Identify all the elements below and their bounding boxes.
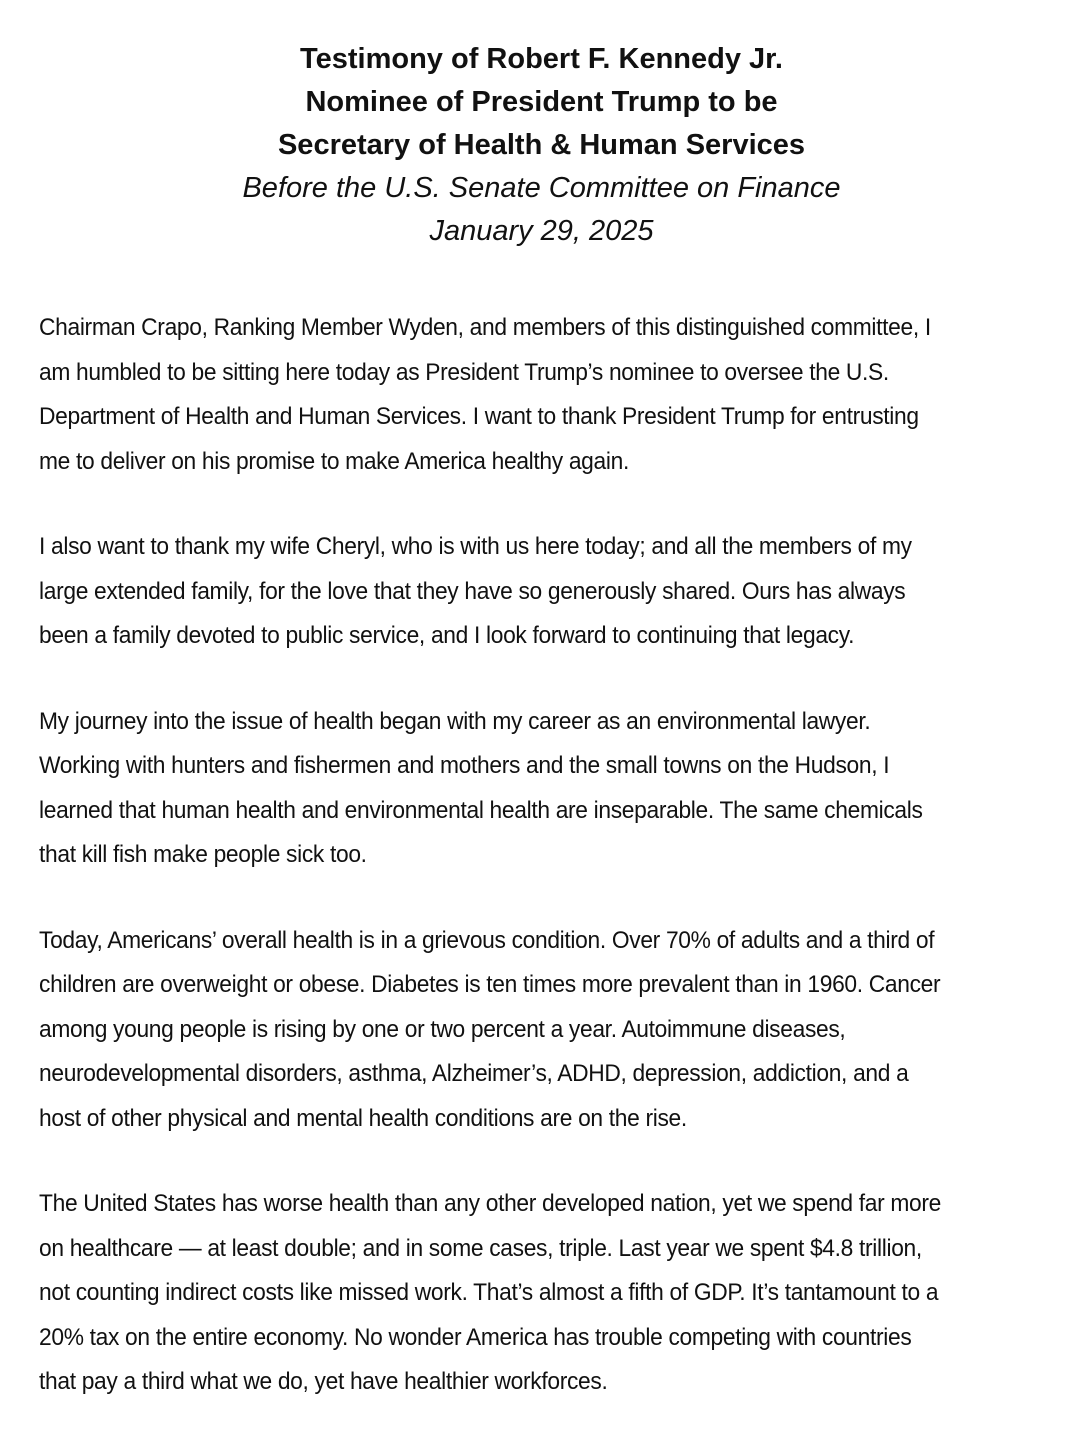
paragraph-line: host of other physical and mental health conditions are on the rise. bbox=[39, 1104, 687, 1132]
paragraph-line: on healthcare — at least double; and in some cases, triple. Last year we spent $4.8 trillion, bbox=[39, 1234, 922, 1262]
title-line-3: Secretary of Health & Human Services bbox=[277, 129, 806, 161]
paragraph-line: not counting indirect costs like missed work. That’s almost a fifth of GDP. It’s tantamount to a bbox=[39, 1279, 939, 1306]
paragraph-2 bbox=[39, 525, 1049, 659]
paragraph-line: me to deliver on his promise to make America healthy again. bbox=[39, 447, 629, 475]
paragraph-line: Today, Americans’ overall health is in a grievous condition. Over 70% of adults and a third of bbox=[39, 926, 935, 954]
paragraph-line: been a family devoted to public service, and I look forward to continuing that legacy. bbox=[39, 622, 855, 649]
date: January 29, 2025 bbox=[429, 215, 654, 247]
paragraph-line: Working with hunters and fishermen and mothers and the small towns on the Hudson, I bbox=[39, 752, 890, 779]
paragraph-5 bbox=[39, 1182, 1049, 1405]
paragraph-line: children are overweight or obese. Diabetes is ten times more prevalent than in 1960. Cancer bbox=[39, 971, 941, 998]
paragraph-line: among young people is rising by one or two percent a year. Autoimmune diseases, bbox=[39, 1015, 846, 1043]
paragraph-1 bbox=[39, 306, 1049, 484]
subtitle: Before the U.S. Senate Committee on Finance bbox=[242, 172, 841, 204]
paragraph-line: The United States has worse health than any other developed nation, yet we spend far more bbox=[39, 1190, 941, 1217]
paragraph-line: large extended family, for the love that they have so generously shared. Ours has always bbox=[39, 577, 906, 605]
paragraph-line: that kill fish make people sick too. bbox=[39, 841, 367, 868]
paragraph-line: that pay a third what we do, yet have healthier workforces. bbox=[39, 1368, 608, 1395]
document-header bbox=[0, 38, 1083, 253]
paragraph-4 bbox=[39, 919, 1049, 1142]
paragraph-line: Chairman Crapo, Ranking Member Wyden, and members of this distinguished committee, I bbox=[39, 314, 931, 341]
paragraph-3 bbox=[39, 700, 1049, 878]
paragraph-line: learned that human health and environmental health are inseparable. The same chemicals bbox=[39, 796, 923, 824]
paragraph-line: Department of Health and Human Services. I want to thank President Trump for entrusting bbox=[39, 403, 919, 430]
title-line-2: Nominee of President Trump to be bbox=[305, 86, 778, 118]
paragraph-line: My journey into the issue of health began with my career as an environmental lawyer. bbox=[39, 707, 871, 735]
title-line-1: Testimony of Robert F. Kennedy Jr. bbox=[300, 43, 783, 75]
paragraph-line: I also want to thank my wife Cheryl, who is with us here today; and all the members of my bbox=[39, 533, 912, 560]
document-body bbox=[39, 306, 1049, 1446]
paragraph-line: neurodevelopmental disorders, asthma, Alzheimer’s, ADHD, depression, addiction, and a bbox=[39, 1060, 909, 1087]
paragraph-line: am humbled to be sitting here today as President Trump’s nominee to oversee the U.S. bbox=[39, 358, 889, 386]
paragraph-line: 20% tax on the entire economy. No wonder America has trouble competing with countries bbox=[39, 1323, 912, 1351]
